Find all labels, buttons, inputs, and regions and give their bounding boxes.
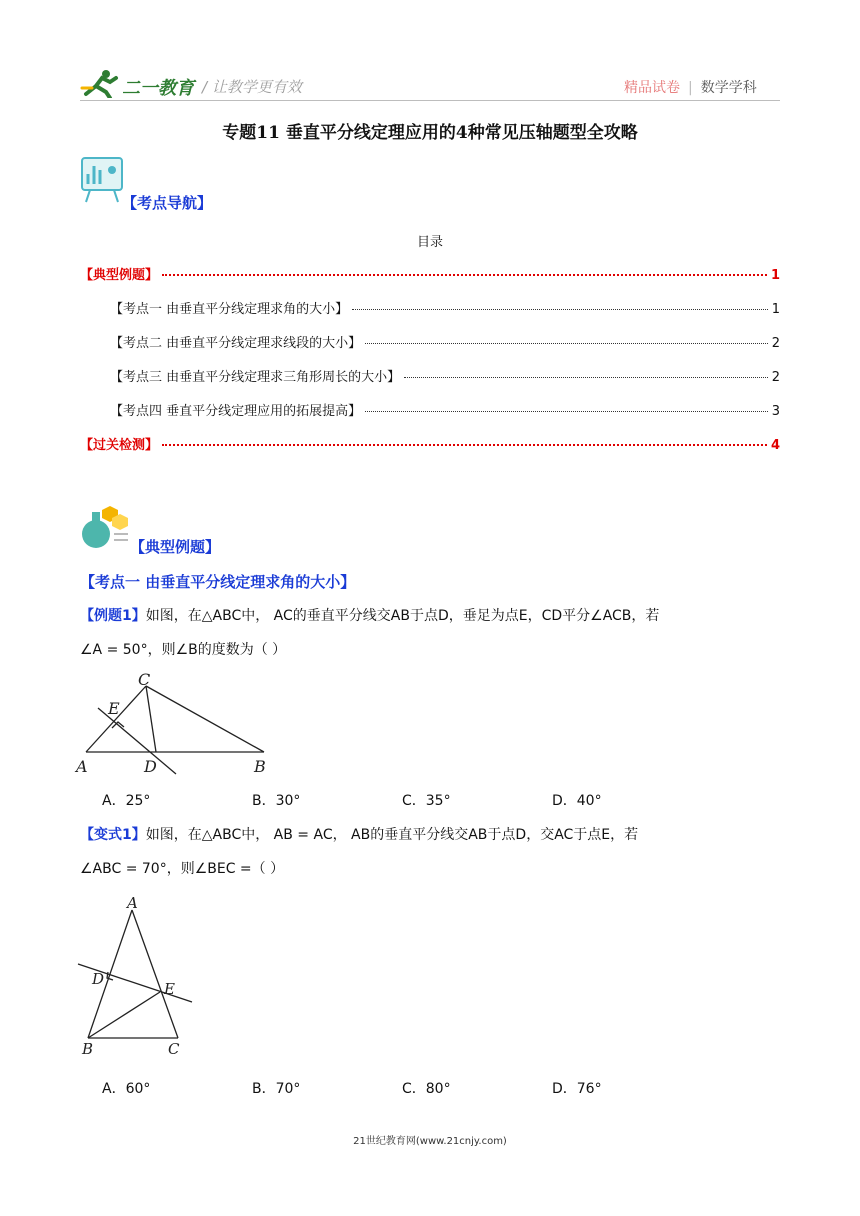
toc-item[interactable] <box>80 264 780 283</box>
toc-item[interactable] <box>110 366 780 385</box>
option-c[interactable]: C．35° <box>402 793 451 809</box>
toc-item-page: 1 <box>771 302 780 317</box>
segment-BE <box>88 992 160 1038</box>
toc-item-page: 2 <box>771 336 780 351</box>
example1-label: 【例题1】 <box>80 608 146 624</box>
page-footer: 21世纪教育网(www.21cnjy.com) <box>353 1136 507 1147</box>
segment-CB <box>146 686 264 752</box>
paper-type: 精品试卷 <box>624 80 680 96</box>
nav-label: 【考点导航】 <box>122 194 213 212</box>
toc-item-label: 【考点二 由垂直平分线定理求线段的大小】 <box>110 336 362 351</box>
example1-figure <box>72 670 282 780</box>
option-b[interactable]: B．70° <box>252 1081 301 1097</box>
nav-section <box>80 156 126 208</box>
header-right <box>624 77 757 97</box>
label-C: C <box>168 1040 180 1058</box>
toc-item-page: 2 <box>771 370 780 385</box>
toc-leader <box>365 411 768 412</box>
label-A: A <box>127 894 138 912</box>
variant1-label: 【变式1】 <box>80 827 146 843</box>
option-d[interactable]: D．40° <box>552 793 602 809</box>
toc-item-page: 3 <box>771 404 780 419</box>
option-c[interactable]: C．80° <box>402 1081 451 1097</box>
runner-logo-icon <box>80 68 120 98</box>
toc-item-page: 4 <box>770 438 780 453</box>
header-logo <box>80 68 120 102</box>
example1-line2: ∠A = 50°，则∠B的度数为（ ） <box>80 642 287 658</box>
page-title: 专题11 垂直平分线定理应用的4种常见压轴题型全攻略 <box>222 123 638 143</box>
example1-question <box>80 606 780 660</box>
example-section <box>80 504 130 554</box>
toc-item[interactable] <box>80 434 780 453</box>
variant1-options <box>102 1078 702 1098</box>
header-separator: | <box>688 80 693 96</box>
example1-text1: 如图，在△ABC中， AC的垂直平分线交AB于点D，垂足为点E，CD平分∠ACB，若 <box>145 608 660 624</box>
label-E: E <box>108 699 120 718</box>
toc-item-page: 1 <box>770 268 780 283</box>
toc-leader <box>352 309 768 310</box>
variant1-line2: ∠ABC = 70°，则∠BEC =（ ） <box>80 861 285 877</box>
toc-item-label: 【典型例题】 <box>80 268 159 283</box>
subject-label: 数学学科 <box>700 80 757 96</box>
variant1-question <box>80 825 780 879</box>
variant1-text1: 如图，在△ABC中， AB = AC， AB的垂直平分线交AB于点D，交AC于点E，若 <box>145 827 639 843</box>
toc-heading: 目录 <box>416 235 443 250</box>
label-D: D <box>144 757 157 776</box>
toc-item[interactable] <box>110 400 780 419</box>
option-d[interactable]: D．76° <box>552 1081 602 1097</box>
logo-text: 二一教育 <box>122 78 194 99</box>
segment-CD <box>146 686 156 752</box>
presentation-board-icon <box>80 156 126 204</box>
label-C: C <box>138 670 151 689</box>
toc-leader <box>162 444 767 446</box>
option-a[interactable]: A．25° <box>102 793 151 809</box>
example1-line1 <box>80 606 780 626</box>
toc-item[interactable] <box>110 298 780 317</box>
variant1-figure <box>72 892 202 1062</box>
label-B: B <box>82 1040 94 1058</box>
label-A: A <box>76 757 88 776</box>
toc-item-label: 【过关检测】 <box>80 438 159 453</box>
toc-leader <box>404 377 768 378</box>
section-label: 【典型例题】 <box>130 538 221 556</box>
toc-item-label: 【考点三 由垂直平分线定理求三角形周长的大小】 <box>110 370 401 385</box>
toc-leader <box>162 274 767 276</box>
option-b[interactable]: B．30° <box>252 793 301 809</box>
toc-item-label: 【考点一 由垂直平分线定理求角的大小】 <box>110 302 349 317</box>
flask-icon <box>80 504 130 550</box>
segment-AC <box>86 686 146 752</box>
example1-options <box>102 790 702 810</box>
label-D: D <box>92 970 105 988</box>
kaodian-heading: 【考点一 由垂直平分线定理求角的大小】 <box>80 573 356 591</box>
label-E: E <box>164 980 175 998</box>
label-B: B <box>254 757 266 776</box>
segment-AC <box>132 910 178 1038</box>
toc-item-label: 【考点四 垂直平分线定理应用的拓展提高】 <box>110 404 362 419</box>
slogan: / 让教学更有效 <box>202 78 302 96</box>
variant1-line1 <box>80 825 780 845</box>
toc-item[interactable] <box>110 332 780 351</box>
option-a[interactable]: A．60° <box>102 1081 151 1097</box>
header-divider <box>80 100 780 101</box>
toc-leader <box>365 343 768 344</box>
